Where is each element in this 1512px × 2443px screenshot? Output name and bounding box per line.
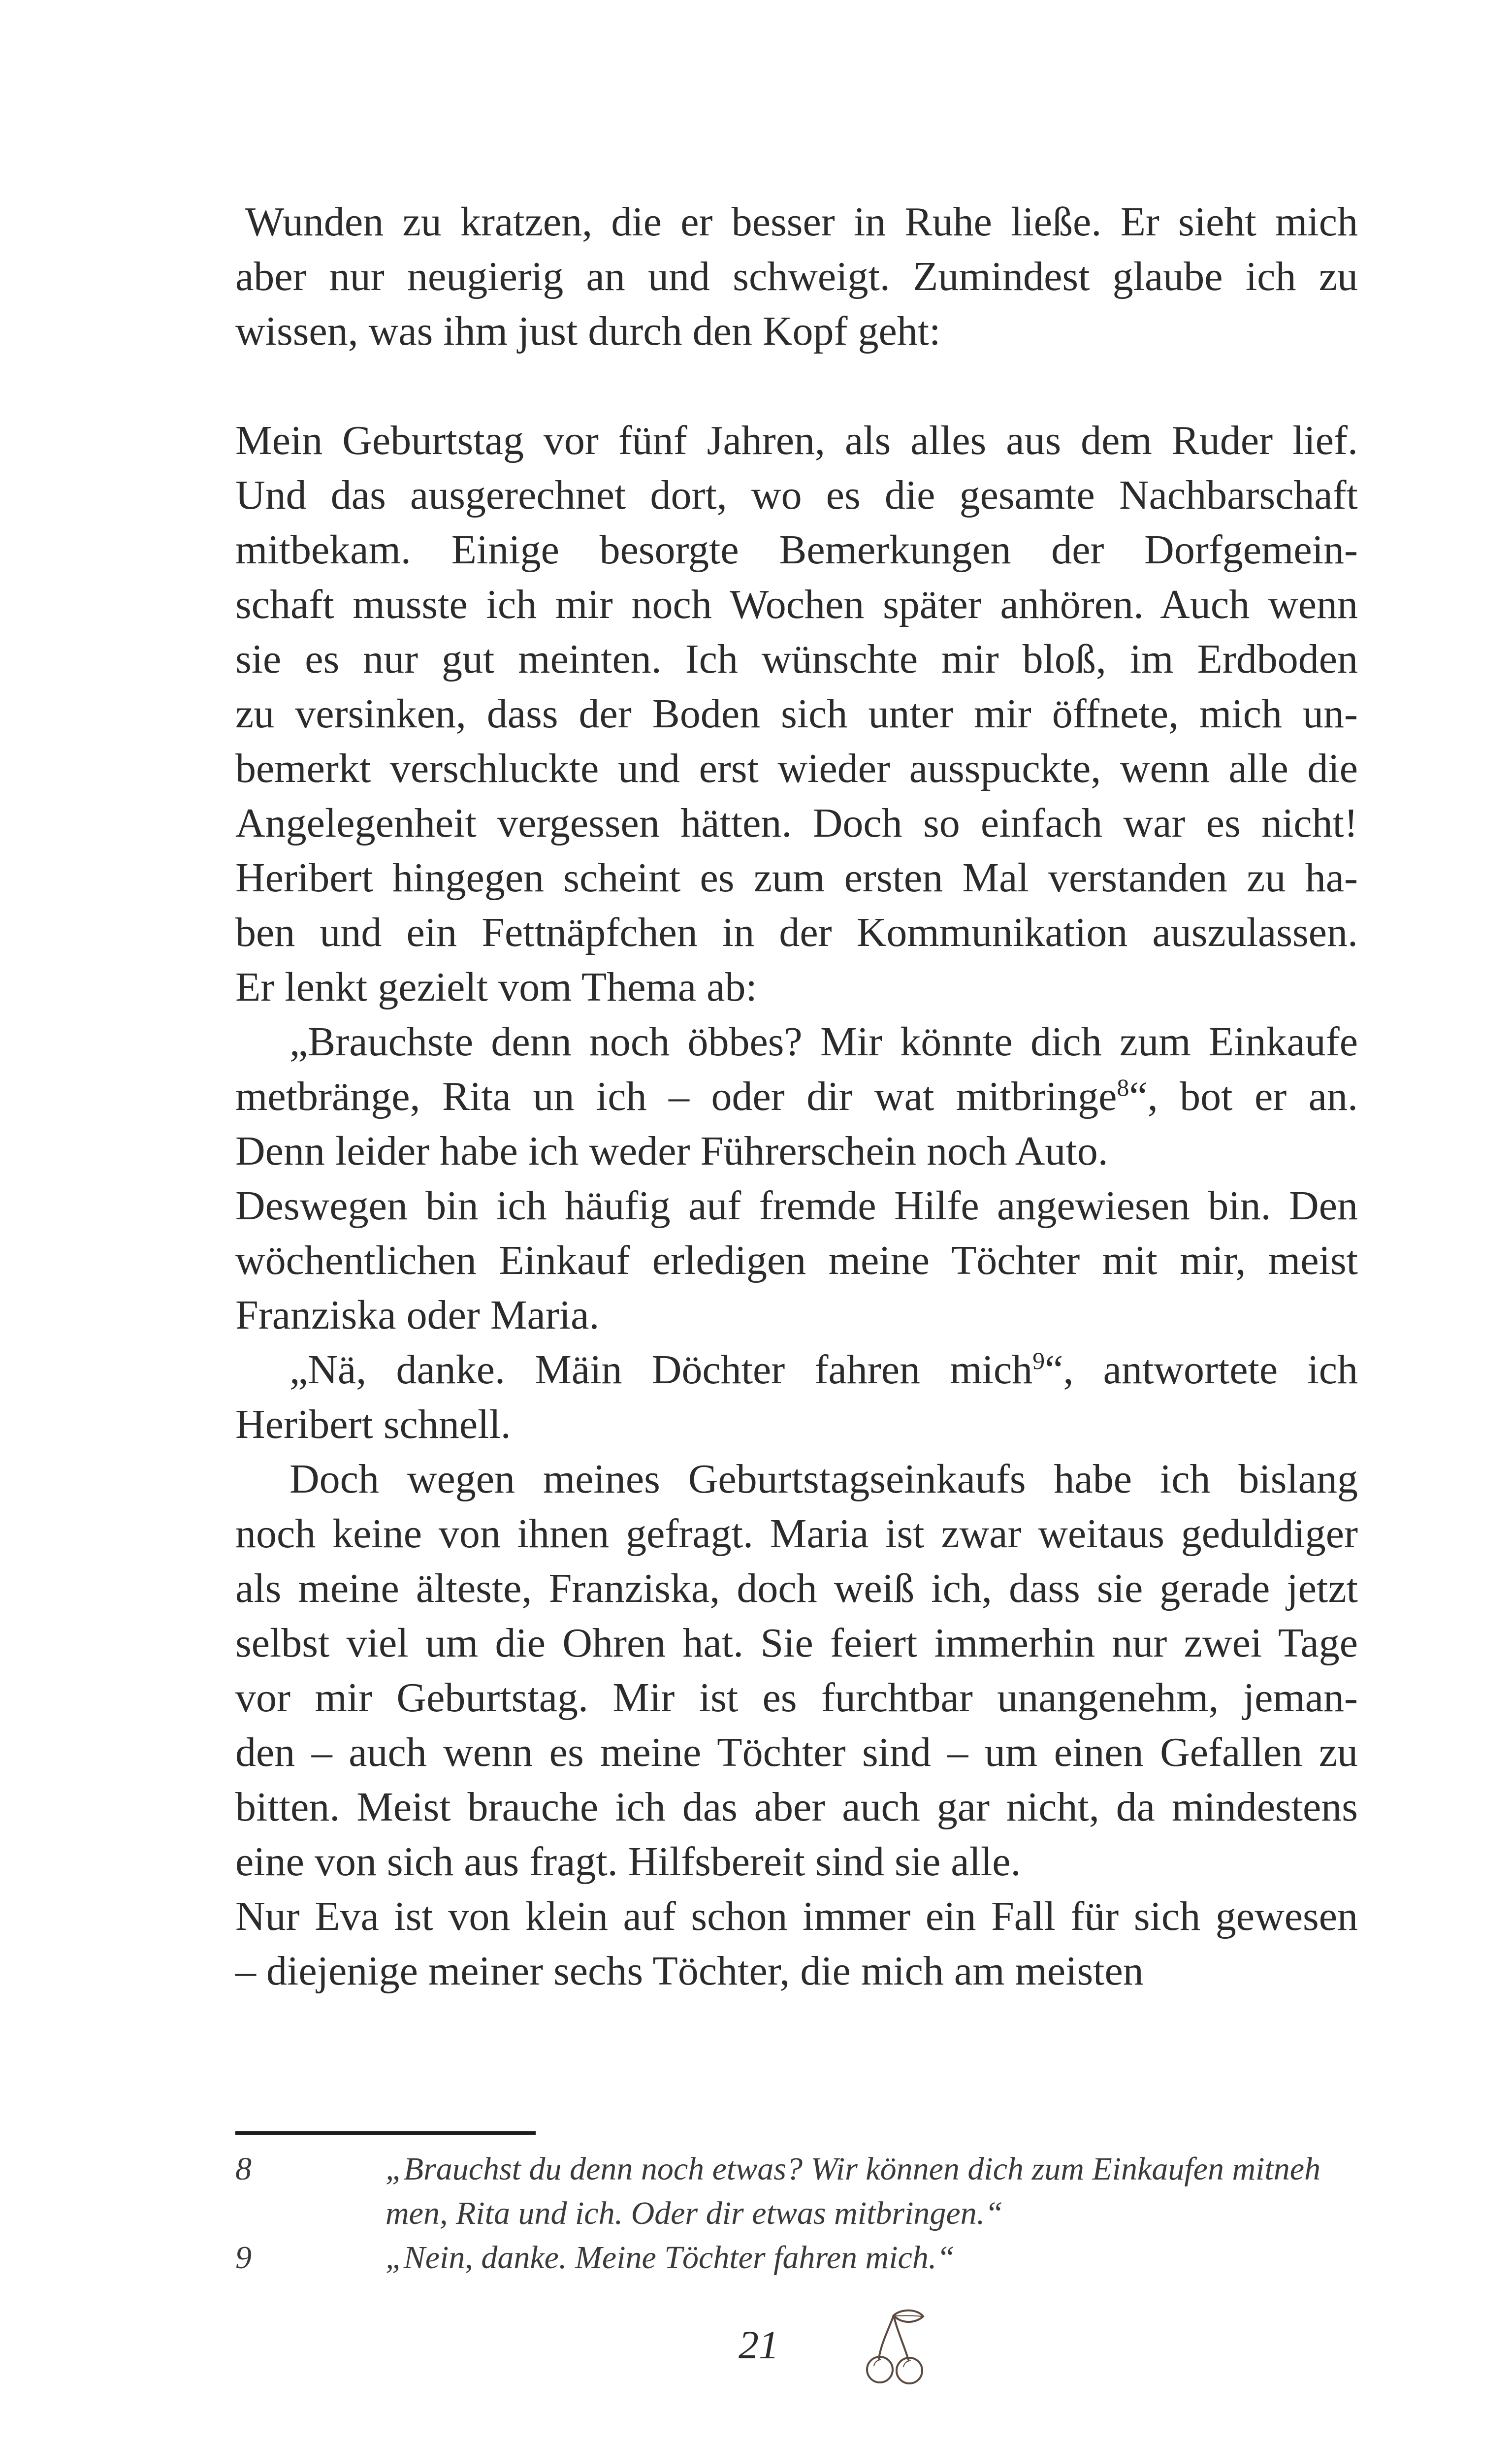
text-line: bemerkt verschluckte und erst wieder ausspuckte, wenn alle die [235,746,1358,791]
line-tail: “, bot er an. [1129,1074,1358,1119]
text-line: Und das ausgerechnet dort, wo es die gesamte Nachbarschaft [235,472,1358,518]
text-line: eine von sich aus fragt. Hilfsbereit sind sie alle. [235,1839,1021,1885]
text-line: wissen, was ihm just durch den Kopf geht: [235,308,941,354]
text-line: bitten. Meist brauche ich das aber auch gar nicht, da mindestens [235,1784,1358,1830]
cherry-icon [859,2305,933,2388]
text-line: Nur Eva ist von klein auf schon immer ein Fall für sich gewesen [235,1893,1358,1939]
text-line: – diejenige meiner sechs Töchter, die mich am meisten [235,1948,1144,1994]
footnote-divider [235,2131,536,2135]
footnote-8 [235,2147,1358,2191]
footnote-reference-8: 8 [1117,1074,1129,1101]
text-line-with-footnote [235,1342,1358,1397]
text-line: den – auch wenn es meine Töchter sind – um einen Gefallen zu [235,1729,1358,1775]
body-text [235,195,1358,1998]
text-line: noch keine von ihnen gefragt. Maria ist zwar weitaus geduldiger [235,1511,1358,1557]
page-number: 21 [739,2322,779,2367]
footnote-text: „Nein, danke. Meine Töchter fahren mich.“ [386,2240,955,2276]
line-tail: “, antwortete ich [1045,1347,1358,1393]
text-line: als meine älteste, Franziska, doch weiß ich, dass sie gerade jetzt [235,1565,1358,1611]
line-text: metbränge, Rita un ich – oder dir wat mitbringe [235,1074,1117,1119]
text-line: Doch wegen meines Geburtstagseinkaufs habe ich bislang [290,1456,1358,1502]
footnote-number: 8 [235,2151,252,2187]
text-line: Heribert schnell. [235,1401,511,1447]
text-line: Er lenkt gezielt vom Thema ab: [235,964,757,1010]
footnote-reference-9: 9 [1032,1347,1045,1374]
text-line: Angelegenheit vergessen hätten. Doch so einfach war es nicht! [235,800,1358,846]
paragraph-gap [235,358,1358,413]
text-line: Mein Geburtstag vor fünf Jahren, als alles aus dem Ruder lief. [235,418,1358,463]
text-line: sie es nur gut meinten. Ich wünschte mir bloß, im Erdboden [235,636,1358,682]
text-line: ben und ein Fettnäpfchen in der Kommunikation auszulassen. [235,910,1358,955]
text-line: selbst viel um die Ohren hat. Sie feiert immerhin nur zwei Tage [235,1620,1358,1666]
text-line: schaft musste ich mir noch Wochen später anhören. Auch wenn [235,582,1358,627]
text-line: mitbekam. Einige besorgte Bemerkungen der Dorfgemein- [235,527,1358,573]
footnote-text: „Brauchst du denn noch etwas? Wir können dich zum Einkaufen mitneh [386,2151,1321,2187]
text-line-with-footnote [235,1069,1358,1124]
footnote-text: men, Rita und ich. Oder dir etwas mitbringen.“ [386,2195,1003,2231]
text-line: vor mir Geburtstag. Mir ist es furchtbar unangenehm, jeman- [235,1675,1358,1721]
text-line: aber nur neugierig an und schweigt. Zumindest glaube ich zu [235,254,1358,299]
text-line: „Brauchste denn noch öbbes? Mir könnte dich zum Einkaufe [290,1019,1358,1065]
text-line: Heribert hingegen scheint es zum ersten Mal verstanden zu ha- [235,855,1358,901]
footnote-8-continued [235,2191,1358,2236]
footnote-number: 9 [235,2240,252,2276]
footnote-9 [235,2236,1358,2280]
text-line: Wunden zu kratzen, die er besser in Ruhe ließe. Er sieht mich [245,199,1358,245]
text-line: wöchentlichen Einkauf erledigen meine Töchter mit mir, meist [235,1238,1358,1283]
text-line: zu versinken, dass der Boden sich unter mir öffnete, mich un- [235,691,1358,737]
text-line: Deswegen bin ich häufig auf fremde Hilfe angewiesen bin. Den [235,1183,1358,1229]
text-line: Franziska oder Maria. [235,1292,600,1338]
text-line: Denn leider habe ich weder Führerschein noch Auto. [235,1128,1108,1174]
line-text: „Nä, danke. Mäin Döchter fahren mich [290,1347,1033,1393]
footnotes [235,2147,1358,2280]
